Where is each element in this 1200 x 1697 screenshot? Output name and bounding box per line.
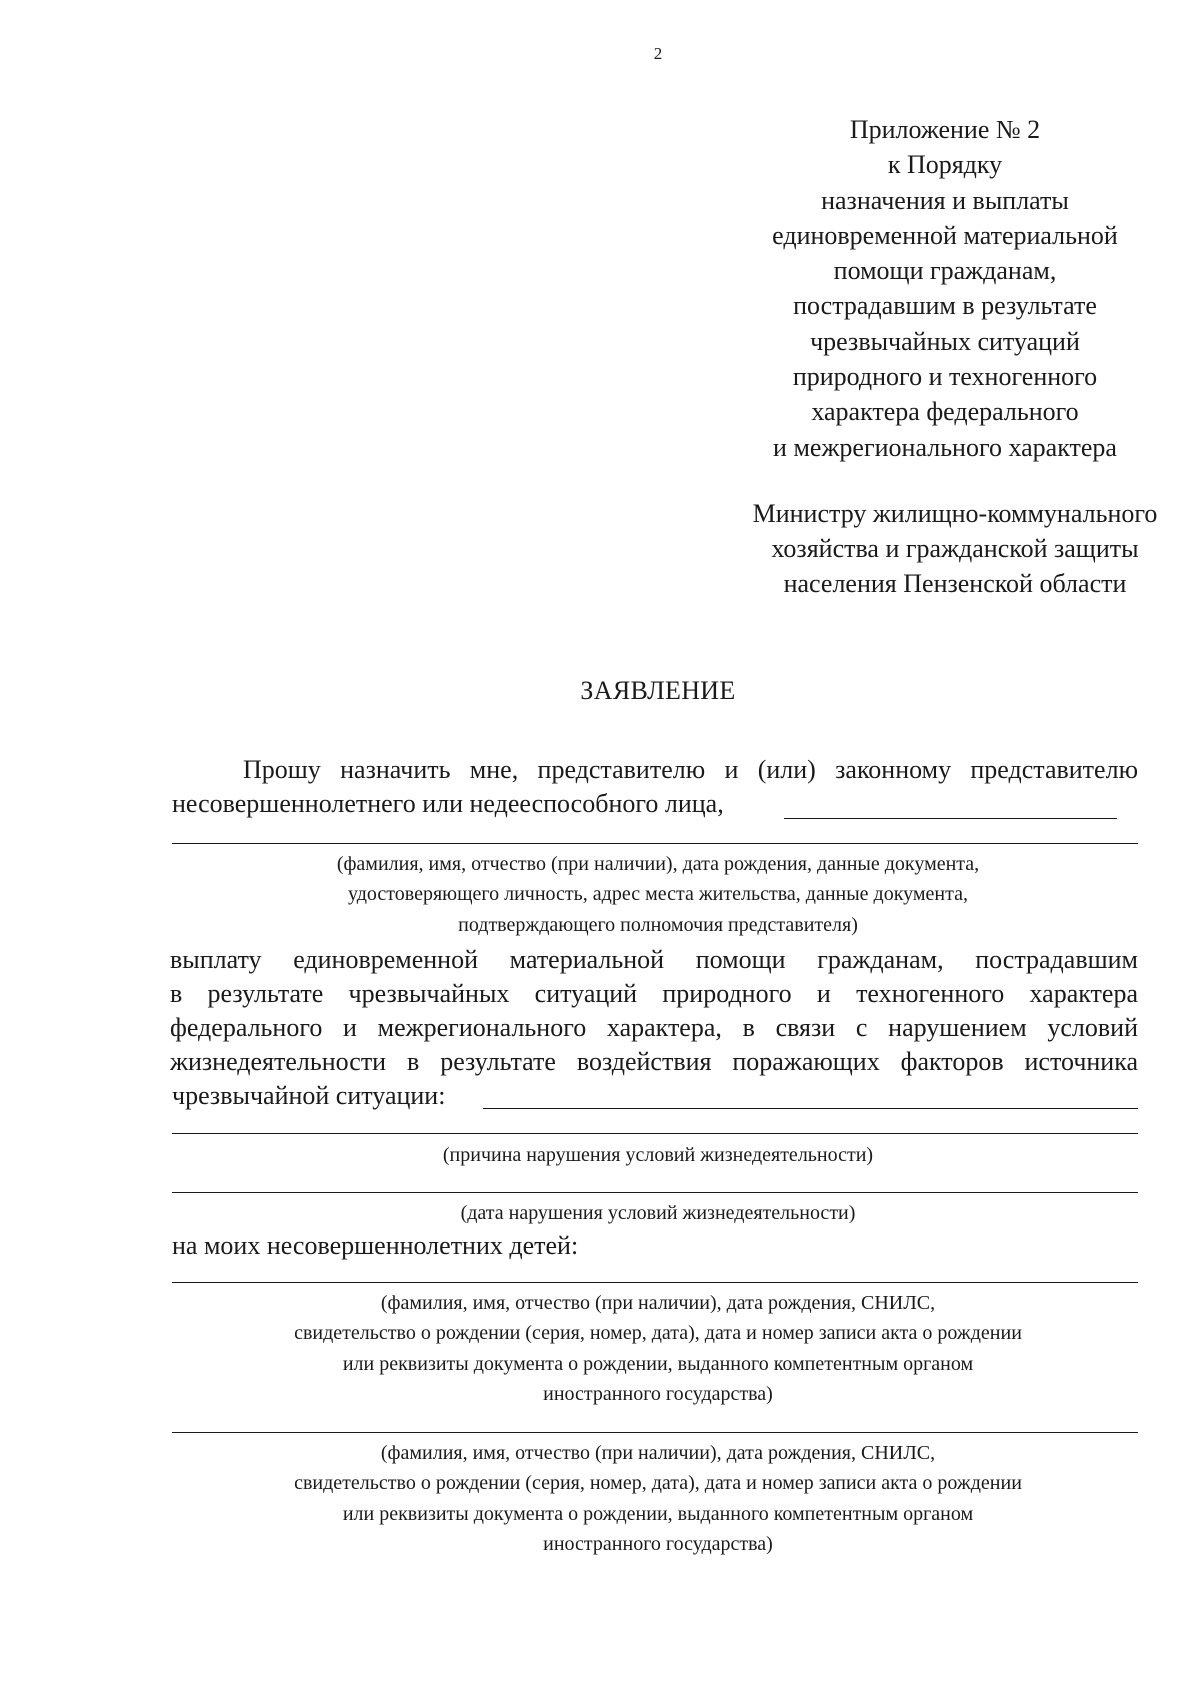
caption-line: иностранного государства) bbox=[543, 1532, 773, 1555]
appendix-line: природного и техногенного bbox=[792, 362, 1098, 392]
caption-line: иностранного государства) bbox=[543, 1382, 773, 1405]
emergency-field-extra[interactable] bbox=[172, 1133, 1138, 1134]
caption-line: или реквизиты документа о рождении, выданного компетентным органом bbox=[342, 1502, 974, 1525]
appendix-line: единовременной материальной bbox=[772, 220, 1118, 250]
appendix-line: Приложение № 2 bbox=[849, 115, 1041, 144]
appendix-line: помощи гражданам, bbox=[833, 256, 1057, 286]
applicant-details-field[interactable] bbox=[172, 843, 1138, 844]
appendix-block bbox=[720, 112, 1170, 465]
appendix-line: и межрегионального характера bbox=[773, 432, 1117, 462]
caption-line: (фамилия, имя, отчество (при наличии), дата рождения, СНИЛС, bbox=[380, 1292, 936, 1314]
appendix-line: чрезвычайных ситуаций bbox=[810, 326, 1080, 356]
child-2-field[interactable] bbox=[172, 1432, 1138, 1433]
appendix-line: характера федерального bbox=[811, 397, 1079, 427]
appendix-line: пострадавшим в результате bbox=[793, 291, 1097, 321]
reason-caption: (причина нарушения условий жизнедеятельности) bbox=[442, 1144, 874, 1166]
caption-line: свидетельство о рождении (серия, номер, дата), дата и номер записи акта о рождении bbox=[294, 1322, 1022, 1345]
caption-line: свидетельство о рождении (серия, номер, дата), дата и номер записи акта о рождении bbox=[294, 1472, 1022, 1495]
applicant-caption bbox=[0, 849, 1200, 940]
page-number: 2 bbox=[653, 44, 663, 63]
appendix-line: назначения и выплаты bbox=[821, 185, 1069, 215]
addressee-line: населения Пензенской области bbox=[783, 569, 1127, 598]
applicant-name-field[interactable] bbox=[784, 818, 1117, 819]
appendix-line: к Порядку bbox=[887, 150, 1003, 180]
request-line-1: Прошу назначить мне, представителю и (или) законному представителю bbox=[243, 755, 1138, 784]
addressee-line: Министру жилищно-коммунального bbox=[752, 499, 1158, 528]
caption-line: (фамилия, имя, отчество (при наличии), дата рождения, СНИЛС, bbox=[380, 1442, 936, 1464]
emergency-label: чрезвычайной ситуации: bbox=[172, 1081, 446, 1110]
payment-line: выплату единовременной материальной помощи гражданам, пострадавшим bbox=[170, 945, 1138, 974]
child-1-caption bbox=[0, 1288, 1200, 1409]
children-label: на моих несовершеннолетних детей: bbox=[172, 1231, 579, 1260]
payment-line: жизнедеятельности в результате воздействия поражающих факторов источника bbox=[170, 1047, 1138, 1076]
date-caption: (дата нарушения условий жизнедеятельности) bbox=[460, 1202, 856, 1224]
caption-line: подтверждающего полномочия представителя) bbox=[458, 913, 858, 936]
caption-line: или реквизиты документа о рождении, выданного компетентным органом bbox=[342, 1352, 974, 1375]
child-2-caption bbox=[0, 1438, 1200, 1559]
request-line-2: несовершеннолетнего или недееспособного лица, bbox=[172, 789, 724, 818]
caption-line: удостоверяющего личность, адрес места жительства, данные документа, bbox=[348, 883, 968, 906]
addressee-block bbox=[690, 496, 1200, 601]
emergency-field[interactable] bbox=[483, 1108, 1138, 1109]
caption-line: (фамилия, имя, отчество (при наличии), дата рождения, данные документа, bbox=[336, 853, 980, 875]
payment-line: федерального и межрегионального характера, в связи с нарушением условий bbox=[170, 1013, 1138, 1042]
addressee-line: хозяйства и гражданской защиты bbox=[771, 534, 1139, 563]
document-title: ЗАЯВЛЕНИЕ bbox=[580, 676, 736, 705]
child-1-field[interactable] bbox=[172, 1282, 1138, 1283]
violation-date-field[interactable] bbox=[172, 1192, 1138, 1193]
payment-line: в результате чрезвычайных ситуаций природного и техногенного характера bbox=[170, 979, 1138, 1008]
